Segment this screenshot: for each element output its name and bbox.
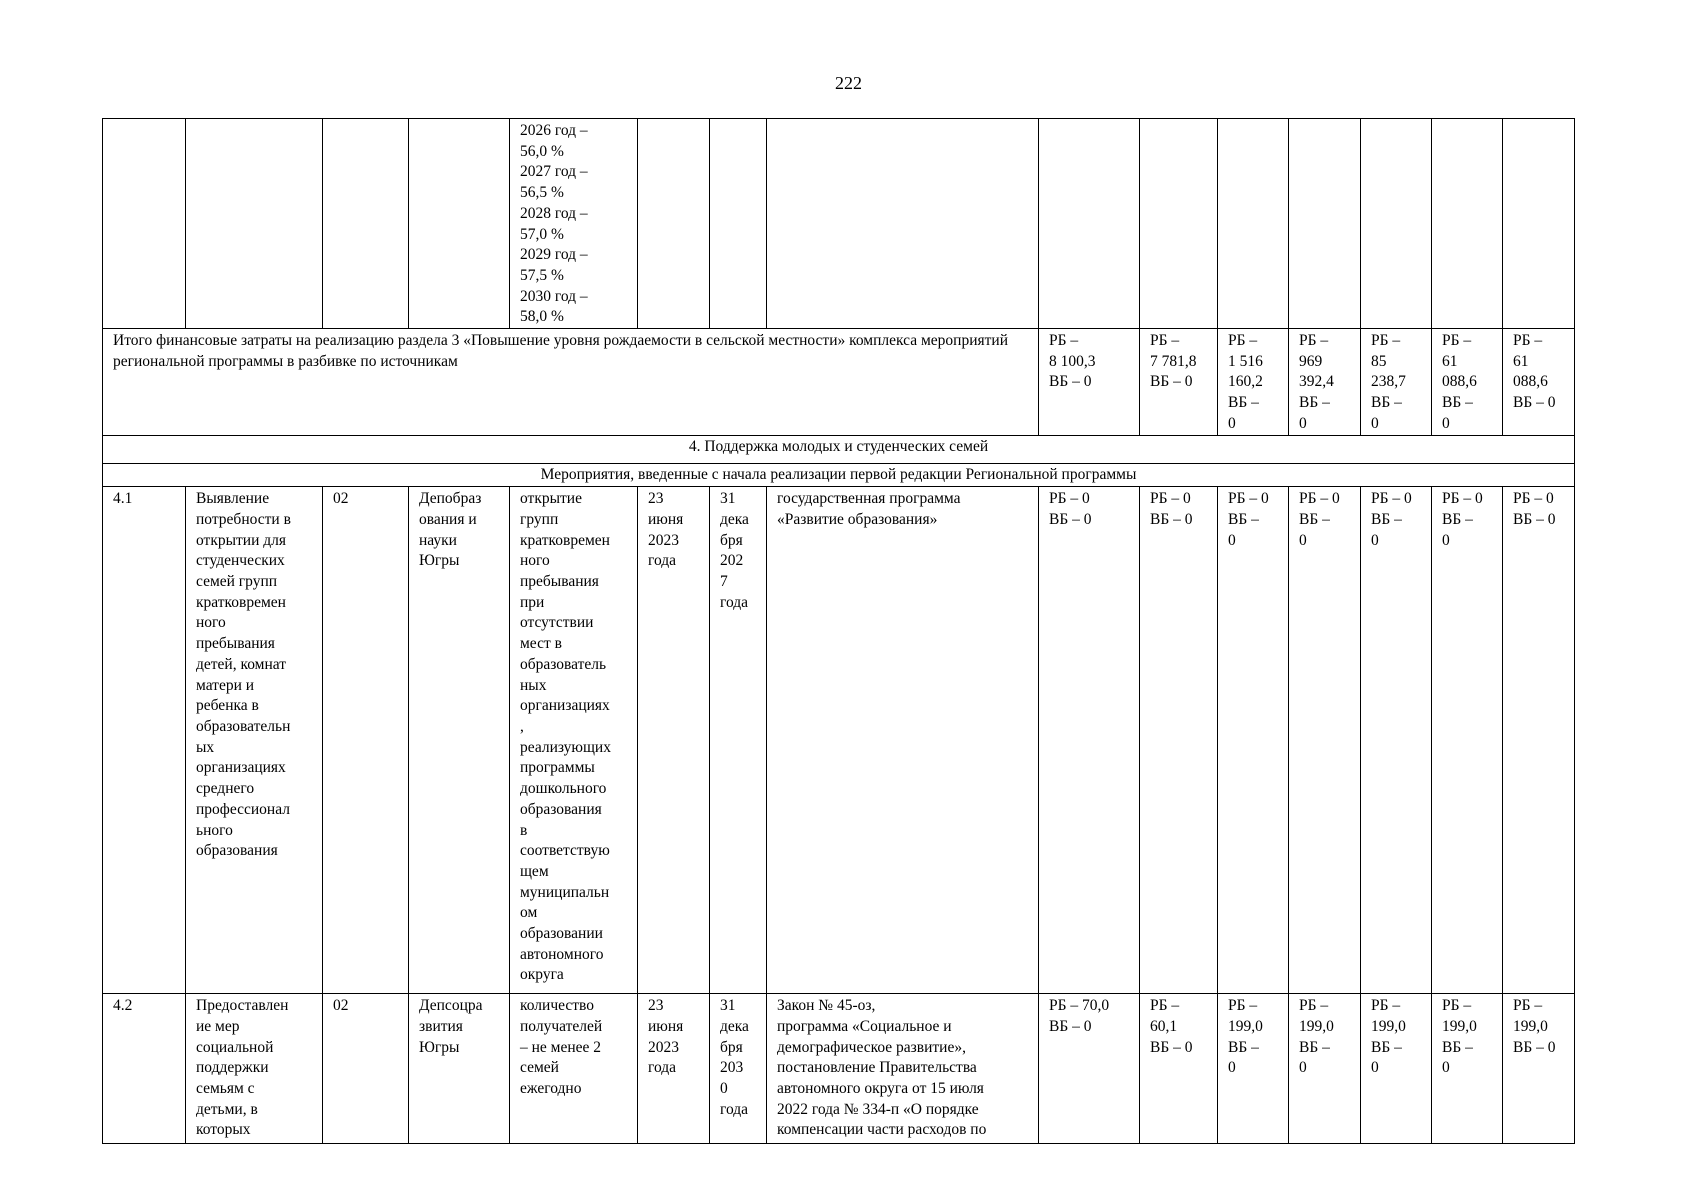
page-number: 222 [835, 73, 862, 93]
cell-name: Выявление потребности в открытии для студенческих семей групп кратковремен ного пребывания детей, комнат матери и ребенка в образовательн ых организациях среднего профессионал ьного образования [186, 487, 323, 994]
cell-basis: Закон № 45-оз, программа «Социальное и демографическое развитие», постановление Правительства автономного округа от 15 июля 2022 года № 334-п «О порядке компенсации части расходов по [767, 994, 1039, 1144]
cell-name [186, 119, 323, 329]
cell-code: 02 [323, 487, 409, 994]
cell-amount: РБ – 199,0 ВБ – 0 [1289, 994, 1361, 1144]
cell-code: 02 [323, 994, 409, 1144]
cell-code [323, 119, 409, 329]
cell-amount: РБ – 199,0 ВБ – 0 [1503, 994, 1575, 1144]
table-row [103, 994, 1575, 1144]
total-amount: РБ – 61 088,6 ВБ – 0 [1432, 329, 1503, 436]
cell-end: 31 дека бря 203 0 года [710, 994, 767, 1144]
cell-start: 23 июня 2023 года [638, 487, 710, 994]
cell-end [710, 119, 767, 329]
indicator-line: 56,5 % [520, 184, 564, 202]
cell-amount: РБ – 0 ВБ – 0 [1432, 487, 1503, 994]
cell-amount [1140, 119, 1218, 329]
cell-amount [1432, 119, 1503, 329]
cell-amount [1218, 119, 1289, 329]
cell-start [638, 119, 710, 329]
cell-number [103, 119, 186, 329]
total-row [103, 329, 1575, 436]
indicator-line: 2030 год – [520, 287, 588, 305]
indicator-line: 57,5 % [520, 266, 564, 284]
indicator-line: 58,0 % [520, 308, 564, 326]
cell-executor: Депсоцра звития Югры [409, 994, 510, 1144]
cell-amount: РБ – 60,1 ВБ – 0 [1140, 994, 1218, 1144]
cell-amount: РБ – 199,0 ВБ – 0 [1432, 994, 1503, 1144]
total-amount: РБ – 1 516 160,2 ВБ – 0 [1218, 329, 1289, 436]
cell-amount: РБ – 0 ВБ – 0 [1218, 487, 1289, 994]
cell-basis [767, 119, 1039, 329]
indicator-line: 2027 год – [520, 163, 588, 181]
cell-basis: государственная программа «Развитие образования» [767, 487, 1039, 994]
total-amount: РБ – 8 100,3 ВБ – 0 [1039, 329, 1140, 436]
cell-executor [409, 119, 510, 329]
total-amount: РБ – 85 238,7 ВБ – 0 [1361, 329, 1432, 436]
total-label [103, 329, 1039, 436]
cell-amount: РБ – 199,0 ВБ – 0 [1218, 994, 1289, 1144]
total-amount: РБ – 969 392,4 ВБ – 0 [1289, 329, 1361, 436]
indicator-line: 2026 год – [520, 122, 588, 139]
subsection-heading: Мероприятия, введенные с начала реализации первой редакции Региональной программы [103, 463, 1575, 487]
cell-start: 23 июня 2023 года [638, 994, 710, 1144]
cell-executor: Депобраз ования и науки Югры [409, 487, 510, 994]
carry-over-row [103, 119, 1575, 329]
cell-end: 31 дека бря 202 7 года [710, 487, 767, 994]
cell-result: открытие групп кратковремен ного пребывания при отсутствии мест в образователь ных организациях , реализующих программы дошкольного образования в соответствую щем муниципальн ом образовании автономного округа [510, 487, 638, 994]
total-amount: РБ – 7 781,8 ВБ – 0 [1140, 329, 1218, 436]
total-amount: РБ – 61 088,6 ВБ – 0 [1503, 329, 1575, 436]
total-label-text: Итого финансовые затраты на реализацию раздела 3 «Повышение уровня рождаемости в сельской местности» комплекса мероприятий региональной программы в разбивке по источникам [113, 332, 1009, 370]
indicator-line: 56,0 % [520, 142, 564, 160]
indicator-line: 2029 год – [520, 246, 588, 264]
cell-name: Предоставлен ие мер социальной поддержки семьям с детьми, в которых [186, 994, 323, 1144]
indicator-line: 2028 год – [520, 204, 588, 222]
cell-amount: РБ – 199,0 ВБ – 0 [1361, 994, 1432, 1144]
cell-amount: РБ – 0 ВБ – 0 [1503, 487, 1575, 994]
cell-result: количество получателей – не менее 2 семей ежегодно [510, 994, 638, 1144]
cell-amount [1361, 119, 1432, 329]
cell-amount: РБ – 0 ВБ – 0 [1289, 487, 1361, 994]
program-table [102, 118, 1575, 1144]
cell-amount [1039, 119, 1140, 329]
cell-amount: РБ – 0 ВБ – 0 [1361, 487, 1432, 994]
cell-number: 4.1 [103, 487, 186, 994]
section-heading: 4. Поддержка молодых и студенческих семей [103, 435, 1575, 463]
subsection-heading-row [103, 463, 1575, 487]
table-row [103, 487, 1575, 994]
cell-number: 4.2 [103, 994, 186, 1144]
cell-amount: РБ – 0 ВБ – 0 [1140, 487, 1218, 994]
cell-indicator [510, 119, 638, 329]
cell-amount: РБ – 70,0 ВБ – 0 [1039, 994, 1140, 1144]
section-heading-row [103, 435, 1575, 463]
cell-amount: РБ – 0 ВБ – 0 [1039, 487, 1140, 994]
cell-amount [1503, 119, 1575, 329]
cell-amount [1289, 119, 1361, 329]
indicator-line: 57,0 % [520, 225, 564, 243]
